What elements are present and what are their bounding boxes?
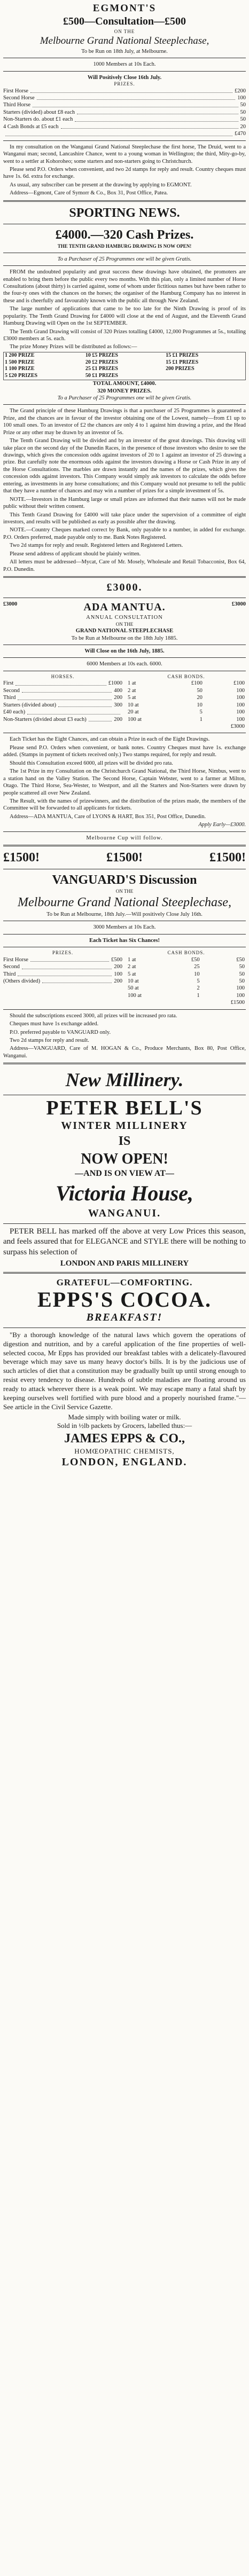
prize-grid-cell: 200 PRIZES	[166, 366, 194, 372]
sporting-body-9: NOTE.—Country Cheques marked correct by Bank, only payable to a number, in added for exchange. P.O. Orders preferred, made payable only to me. Bank Notes Registered.	[3, 527, 246, 540]
bond-cell: 50	[197, 687, 203, 694]
ada-title: ADA MANTUA.	[83, 601, 166, 613]
prize-amount: 200	[114, 978, 122, 984]
ada-body-4: The 1st Prize in my Consultation on the Christchurch Grand National, the Third Horse, Nimbus, went to a station hand on the Valley Station. The Second Horse, Captain Webster, went to a farmer at Milton, Otago. The Third Horse, Sea-Wester, to Westport, and all the Starters and Non-Starters were drawn by people scattered all over New Zealand.	[3, 768, 246, 796]
egmont-body-2: Please send P.O. Orders when convenient, and two 2d stamps for reply and result. Country cheques must have 1s. 6d. extra for exchange.	[3, 166, 246, 180]
vanguard-body-2: Cheques must have 1s exchange added.	[10, 1021, 99, 1027]
millinery-body: PETER BELL has marked off the above at very Low Prices this season, and feels assured that for ELEGANCE and STYLE there will be nothing to surpass his selection of	[3, 1227, 246, 1256]
ada-members: 6000 Members at 10s each. 6000.	[87, 661, 162, 667]
ada-bonds-label: CASH BONDS.	[167, 673, 205, 679]
bond-cell: 100 at	[128, 992, 142, 999]
horse-amount: 200	[114, 716, 122, 722]
millinery-winter: WINTER MILLINERY	[61, 1120, 188, 1132]
vanguard-cash-bonds	[127, 956, 246, 1007]
vanguard-body-1: Should the subscriptions exceed 3000, all prizes will be increased pro rata.	[10, 1012, 177, 1019]
prize-name: 4 Cash Bonds at £5 each	[3, 123, 59, 130]
prize-grid-cell: 1 200 PRIZE	[5, 352, 35, 358]
ada-horses-label: HORSES.	[51, 673, 75, 679]
ada-annual: ANNUAL CONSULTATION	[86, 615, 163, 621]
bond-cell	[172, 999, 201, 1006]
egmont-members: 1000 Members at 10s Each.	[93, 61, 156, 68]
ada-run: To be Run at Melbourne on the 18th July 1885.	[71, 635, 178, 641]
vanguard-members: 3000 Members at 10s Each.	[93, 924, 156, 931]
bond-cell: 100	[236, 992, 245, 999]
ada-left-amount: £3000	[3, 601, 18, 607]
bond-cell	[127, 999, 172, 1006]
ada-on-the: ON THE	[115, 621, 134, 627]
prize-grid-cell	[165, 373, 245, 380]
bond-cell	[127, 723, 168, 730]
ada-body-1: Each Ticket has the Eight Chances, and can obtain a Prize in each of the Eight Drawings.	[10, 736, 210, 743]
ada-race: GRAND NATIONAL STEEPLECHASE	[75, 628, 174, 634]
horse-amount: 200	[114, 695, 122, 701]
prize-grid-row	[4, 373, 246, 380]
vanguard-body-4: Two 2d stamps for reply and result.	[10, 1038, 89, 1044]
bond-row	[127, 985, 246, 992]
millinery-ad	[3, 1067, 246, 1269]
prize-row	[3, 694, 122, 701]
egmont-on-the: ON THE	[114, 28, 135, 34]
prize-row	[3, 716, 122, 723]
millinery-open: NOW OPEN!	[81, 1150, 168, 1167]
ada-mantua-ad	[3, 581, 246, 842]
vanguard-top-3: £1500!	[209, 851, 246, 865]
prize-row	[3, 702, 122, 709]
ada-address: Address—ADA MANTUA, Care of LYONS & HART, Box 351, Post Office, Dunedin.	[10, 813, 206, 820]
prize-amount: £470	[235, 131, 246, 137]
prize-name: Second Horse	[3, 95, 35, 101]
bond-cell: 1 at	[128, 680, 136, 687]
sporting-gratis: To a Purchaser of 25 Programmes one will be given Gratis.	[57, 256, 192, 262]
prize-grid-cell: 1 500 PRIZE	[5, 359, 35, 365]
ada-body-5: The Result, with the names of prizewinners, and the distribution of the prizes made, the members of the Committee will be forwarded to all applicants for tickets.	[3, 798, 246, 812]
bond-cell: 1 at	[128, 956, 136, 963]
ada-right-amount: £3000	[231, 601, 246, 607]
bond-row	[127, 956, 246, 963]
prize-name: First Horse	[3, 88, 28, 94]
prize-name: Starters (divided) about £8 each	[3, 109, 75, 115]
vanguard-top-1: £1500!	[3, 851, 40, 865]
prize-grid-cell: 1 100 PRIZE	[5, 366, 35, 372]
egmont-prizes-label: PRIZES.	[114, 81, 135, 87]
millinery-is: IS	[118, 1134, 131, 1148]
bond-cell: £50	[236, 956, 245, 963]
epps-sold: Sold in ½lb packets by Grocers, labelled thus:—	[57, 1421, 192, 1430]
horse-name: £40 each)	[3, 709, 26, 716]
prize-grid-row	[4, 366, 246, 373]
prize-grid-row	[4, 352, 246, 359]
bond-cell: 50	[239, 978, 245, 984]
prize-row	[3, 109, 246, 116]
bond-cell: £50	[191, 956, 200, 963]
prize-amount: 100	[114, 971, 122, 977]
prize-amount: 100	[237, 95, 246, 101]
bond-cell: 25	[194, 964, 200, 970]
millinery-view: —AND IS ON VIEW AT—	[75, 1169, 174, 1179]
bond-cell: 20 at	[128, 709, 139, 716]
epps-cocoa-ad	[3, 1277, 246, 1470]
epps-tag: GRATEFUL—COMFORTING.	[56, 1277, 193, 1288]
vanguard-top-2: £1500!	[106, 851, 143, 865]
sporting-news-ad	[3, 205, 246, 573]
horse-name: First	[3, 680, 14, 687]
prize-amount: £500	[111, 956, 122, 963]
millinery-title: New Millinery.	[65, 1069, 184, 1091]
sporting-headline: £4000.—320 Cash Prizes.	[55, 228, 194, 242]
bond-row	[127, 687, 246, 694]
millinery-house: Victoria House,	[56, 1181, 193, 1205]
sporting-address: All letters must be addressed—Mycat, Care of Mr. Mosely, Wholesale and Retail Tobacconist, Box 64, P.O. Dunedin.	[3, 559, 246, 572]
prize-row	[3, 978, 122, 985]
millinery-town: WANGANUI.	[88, 1207, 161, 1220]
millinery-shop: PETER BELL'S	[46, 1097, 203, 1120]
prize-name: Non-Starters do. about £1 each	[3, 116, 73, 123]
egmont-headline: £500—Consultation—£500	[63, 15, 186, 28]
horse-amount: 400	[114, 687, 122, 694]
sporting-gratis-2: To a Purchaser of 25 Programmes one will be given Gratis.	[57, 395, 192, 401]
egmont-run-date: To be Run on 18th July, at Melbourne.	[81, 48, 168, 54]
vanguard-each: Each Ticket has Six Chances!	[89, 937, 160, 944]
sporting-body-3: The Tenth Grand Drawing will consist of 320 Prizes totalling £4000, 12,000 Programmes at 5s., totalling £3000 members at 5s. each.	[3, 328, 246, 342]
prize-row	[3, 95, 246, 101]
sporting-body-2: The large number of applications that came to be too late for the Ninth Drawing is proof of its popularity. The Tenth Grand Drawing for £4000 will close at the end of August, and the Eleventh Grand Hamburg Drawing will Open on the 1st SEPTEMBER.	[3, 306, 246, 327]
epps-firm: JAMES EPPS & CO.,	[64, 1432, 185, 1446]
sporting-body-6: The Tenth Grand Drawing will be divided and by an investor of the great drawings. This drawing will take place on the second day of the Dunedin Races, in the presence of those investors who desire to see the drawings, which gives the concession odds against investors of 20 to 1 against an investor of 25 drawing a prize. But carefully note the enormous odds against the investors drawing a Horse or Cash Prize in any of the Horse Consultations. The marbles are drawn instantly and the names of the prizes, which gives the concession odds against investors. This Company would simply ask investors to calculate the odds before entering, as investments in any horse consultations; and this Company would not presume to tell the public that they have a number of chances and may win a number of prizes for a simple investment of 5s.	[3, 438, 246, 494]
prize-row	[3, 709, 122, 716]
horse-name: Second	[3, 687, 20, 694]
bond-cell: 100	[236, 695, 245, 701]
egmont-body: In my consultation on the Wanganui Grand National Steeplechase the first horse, The Druid, went to a Wanganui man; second, Lancashire Chance, went to a young woman in Wellington; the third, Mity-go-by, went to a settler at Kohoroheo; some starters and non-starters going to Christchurch.	[3, 144, 246, 164]
bond-cell: 5	[197, 978, 200, 984]
bond-row	[127, 694, 246, 701]
bond-cell: £1500	[230, 1000, 245, 1006]
prize-row	[3, 130, 246, 137]
prize-amount: £200	[235, 88, 246, 94]
egmont-close: Will Positively Close 16th July.	[87, 74, 162, 81]
bond-cell: 5 at	[128, 695, 136, 701]
bond-cell: 1	[199, 716, 203, 722]
bond-cell: 50 at	[128, 985, 139, 992]
prize-grid-cell: 10 £5 PRIZES	[85, 352, 118, 358]
sporting-total: TOTAL AMOUNT, £4000.	[92, 381, 157, 387]
egmont-title: EGMONT'S	[92, 3, 157, 14]
sporting-money-prizes: 320 MONEY PRIZES.	[97, 388, 152, 394]
bond-cell: 50	[239, 964, 245, 970]
vanguard-prize-list	[3, 956, 122, 985]
bond-cell: 20	[197, 695, 203, 701]
bond-cell: 10	[194, 971, 200, 977]
sporting-body-5: The Grand principle of these Hamburg Drawings is that a purchaser of 25 Programmes is guaranteed a Prize, and the chances are in favour of the investor obtaining one of the Lowest, namely—from £1 up to 100 small ones. To an investor of £2 the chances are only 4 to 1 against him drawing a prize, and the Head Prize or any other may be drawn by an investor of 5s.	[3, 408, 246, 436]
sporting-body-8: This Tenth Grand Drawing for £4000 will take place under the supervision of a committee of eight investors, and results will be published as early as possible after the drawing.	[3, 512, 246, 525]
epps-chem: HOMŒOPATHIC CHEMISTS,	[74, 1447, 175, 1455]
ada-cash-bonds	[127, 680, 246, 730]
horse-name: Starters (divided about)	[3, 702, 57, 708]
egmont-prize-list	[3, 88, 246, 138]
sporting-body-1: FROM the undoubted popularity and great success these drawings have obtained, the promoters are enabled to bring them before the public every two months. With this plan, only a limited number of Horse Consultations (about thirty) is carried against, some of whom under fictitious names but have been rather to the four-ty ones with the chances on the horses; the organiser of the Hamburg Company has no interest in these and is cheerfully and favourably known with the public all through New Zealand.	[3, 269, 246, 304]
ada-horse-prizes	[3, 680, 122, 723]
prize-grid-cell: 25 £1 PRIZES	[85, 366, 118, 372]
vanguard-body-3: P.O. preferred payable to VANGUARD only.	[10, 1029, 111, 1035]
epps-title: EPPS'S COCOA.	[37, 1287, 212, 1312]
prize-amount: 200	[114, 964, 122, 970]
bond-cell: 100	[236, 985, 245, 992]
horse-name: Non-Starters (divided about £3 each)	[3, 716, 87, 722]
bond-row	[127, 992, 246, 999]
prize-grid-cell: 15 £1 PRIZES	[166, 352, 199, 358]
bond-row	[127, 978, 246, 985]
bond-cell: 2 at	[128, 964, 136, 970]
vanguard-bonds-label: CASH BONDS.	[167, 950, 205, 956]
prize-grid-cell: 15 £1 PRIZES	[166, 359, 199, 365]
ada-body-2: Please send P.O. Orders when convenient, or bank notes. Country Cheques must have 1s. exchange added. (Stamps in payment of tickets received only.) Two stamps required, for reply and result.	[3, 744, 246, 758]
millinery-footer: LONDON AND PARIS MILLINERY	[60, 1259, 189, 1268]
prize-row	[3, 680, 122, 687]
vanguard-on-the: ON THE	[115, 888, 134, 894]
epps-body: "By a thorough knowledge of the natural laws which govern the operations of digestion and nutrition, and by a careful application of the fine properties of well-selected cocoa, Mr Epps has provided our breakfast tables with a delicately-flavoured beverage which may save us many heavy doctor's bills. It is by the judicious use of such articles of diet that a constitution may be gradually built up until strong enough to resist every tendency to disease. Hundreds of subtle maladies are floating around us ready to attack wherever there is a weak point. We may escape many a fatal shaft by keeping ourselves well fortified with pure blood and a properly nourished frame."—See article in the Civil Service Gazette.	[3, 1330, 246, 1411]
prize-amount: 50	[240, 116, 246, 123]
prize-row	[3, 116, 246, 123]
ada-body-3: Should this Consultation exceed 6000, all prizes will be divided pro rata.	[10, 760, 173, 766]
bond-cell: 100	[236, 709, 245, 716]
epps-made: Made simply with boiling water or milk.	[68, 1412, 181, 1421]
prize-name: Third Horse	[3, 102, 31, 108]
bond-cell: 10 at	[128, 978, 139, 984]
prize-amount: 50	[240, 109, 246, 115]
prize-row	[3, 101, 246, 108]
prize-grid-row	[4, 359, 246, 366]
prize-row	[3, 956, 122, 963]
bond-cell: 100 at	[128, 716, 142, 722]
vanguard-race: Melbourne Grand National Steeplechase,	[18, 896, 231, 910]
bond-cell: 2 at	[128, 687, 136, 694]
egmont-ad	[3, 2, 246, 197]
bond-row	[127, 723, 246, 730]
bond-row	[127, 680, 246, 687]
prize-amount: 50	[240, 102, 246, 108]
prize-row	[3, 687, 122, 694]
bond-cell: 100	[236, 687, 245, 694]
bond-cell: £100	[234, 680, 245, 687]
horse-amount: 300	[114, 702, 122, 708]
bond-row	[127, 709, 246, 716]
bond-row	[127, 716, 246, 723]
sporting-title: SPORTING NEWS.	[69, 206, 180, 220]
bond-cell: 2	[197, 985, 200, 992]
vanguard-ad	[3, 850, 246, 1059]
prize-row	[3, 123, 246, 130]
vanguard-address: Address—VANGUARD, Care of M. HOGAN & Co., Produce Merchants, Box 80, Post Office, Wanganui.	[3, 1046, 246, 1059]
bond-cell: 10 at	[128, 702, 139, 708]
sporting-body-4: The prize Money Prizes will be distributed as follows:—	[10, 344, 137, 350]
bond-cell	[168, 723, 203, 730]
prize-row	[3, 971, 122, 978]
vanguard-title: VANGUARD'S Discussion	[52, 873, 197, 887]
bond-row	[127, 971, 246, 978]
bond-row	[127, 963, 246, 970]
sporting-body-10: Two 2d stamps for reply and result. Registered letters and Registered Letters.	[10, 543, 183, 549]
prize-name: First Horse	[3, 956, 28, 963]
prize-name: (Others divided)	[3, 978, 41, 984]
bond-cell: 100	[236, 716, 245, 722]
prize-name: Third	[3, 971, 16, 977]
prize-row	[3, 88, 246, 95]
bond-cell: £100	[191, 680, 203, 687]
epps-sub: BREAKFAST!	[86, 1311, 163, 1324]
ada-close: Will Close on the 16th July, 1885.	[84, 648, 165, 655]
vanguard-prizes-label: PRIZES.	[52, 950, 74, 956]
ada-amount-top: £3000.	[106, 582, 143, 594]
sporting-body-7: NOTE.—Investors in the Hamburg large or small prizes are informed that their names will not be made public without their written consent.	[3, 496, 246, 510]
bond-row	[127, 999, 246, 1006]
prize-name: Second	[3, 964, 20, 970]
prize-amount: 20	[240, 123, 246, 130]
bond-cell: 5 at	[128, 971, 136, 977]
prize-row	[3, 963, 122, 970]
bond-cell: 100	[236, 702, 245, 708]
vanguard-run: To be Run at Melbourne, 18th July.—Will positively Close July 16th.	[46, 911, 203, 917]
bond-row	[127, 702, 246, 709]
bond-cell: 50	[239, 971, 245, 977]
bond-cell: £3000	[230, 724, 245, 730]
ada-apply: Apply Early—£3000.	[198, 822, 246, 828]
epps-city: LONDON, ENGLAND.	[61, 1456, 188, 1468]
sporting-body-11: Please send address of applicant should be plainly written.	[10, 551, 141, 557]
bond-cell: 10	[197, 702, 203, 708]
prize-grid-cell: 50 £1 PRIZES	[85, 373, 118, 379]
horse-amount: £1000	[108, 680, 122, 687]
prize-grid-cell: 5 £20 PRIZES	[5, 373, 38, 379]
egmont-race: Melbourne Grand National Steeplechase,	[40, 35, 209, 47]
horse-name: Third	[3, 695, 16, 701]
sporting-sub: THE TENTH GRAND HAMBURG DRAWING IS NOW OPEN!	[57, 244, 192, 249]
bond-cell: 1	[197, 992, 200, 999]
ada-cup: Melbourne Cup will follow.	[86, 835, 163, 841]
egmont-address: Address—Egmont, Care of Symorr & Co., Box 31, Post Office, Patea.	[10, 190, 168, 197]
sporting-prize-grid	[3, 352, 246, 380]
egmont-body-3: As usual, any subscriber can be present at the drawing by applying to EGMONT.	[10, 182, 192, 188]
prize-grid-cell: 20 £2 PRIZES	[85, 359, 118, 365]
bond-cell: 5	[199, 709, 203, 716]
